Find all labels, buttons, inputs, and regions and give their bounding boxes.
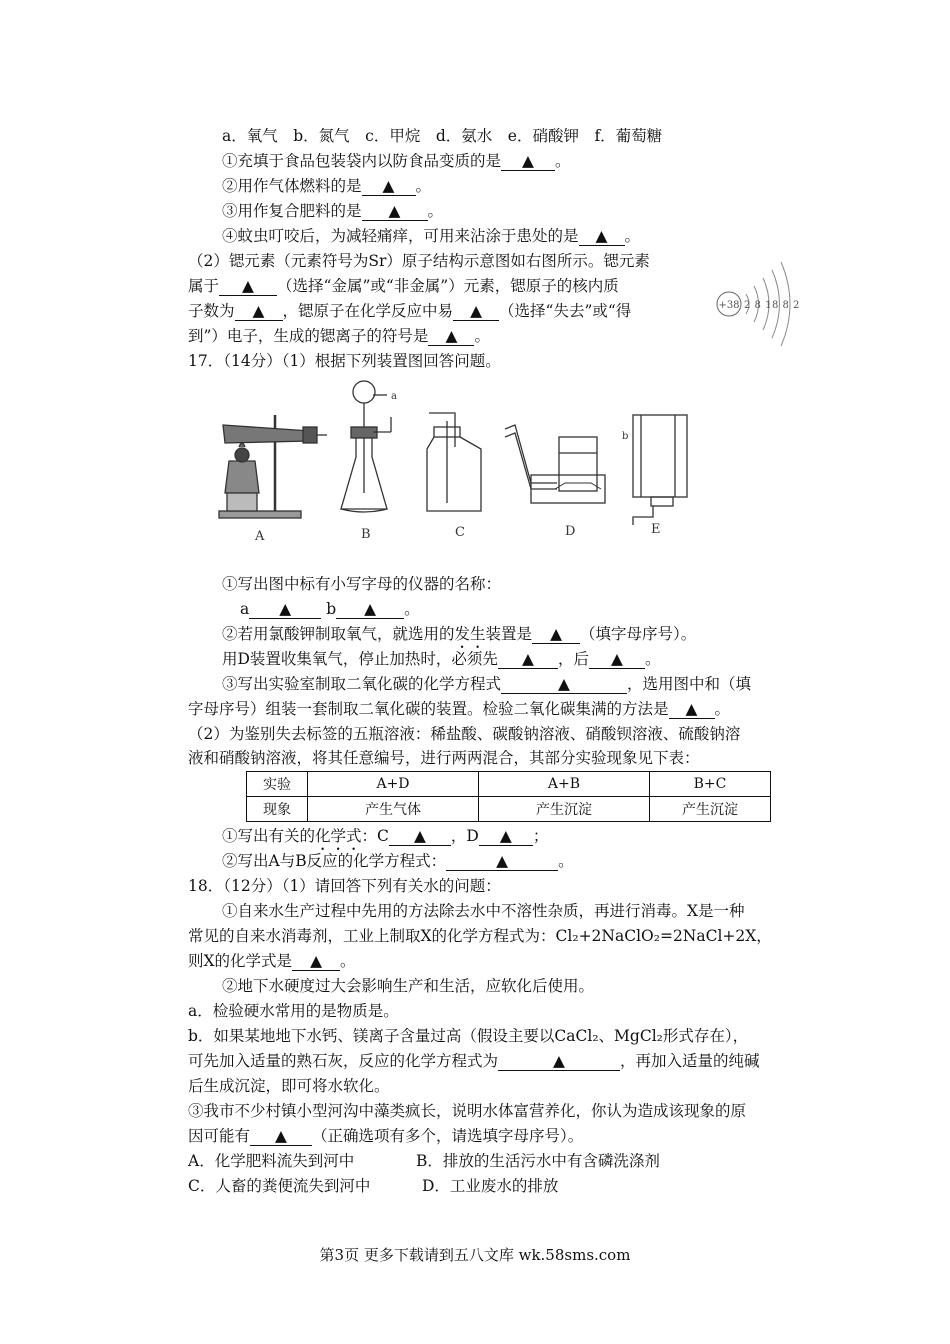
answer-blank[interactable]: ▲: [389, 827, 451, 846]
table-row: [247, 772, 771, 797]
q16-part2-line1: （2）锶元素（元素符号为Sr）原子结构示意图如右图所示。锶元素: [188, 252, 650, 270]
q18-statement-1-line3: 则X的化学式是 ▲ 。: [188, 952, 356, 970]
q17-statement-3-line2: 字母序号）组装一套制取二氧化碳的装置。检验二氧化碳集满的方法是 ▲ 。: [188, 700, 731, 718]
q17-header: 17．（14分）（1）根据下列装置图回答问题。: [188, 352, 501, 370]
instrument-label-b: b: [622, 431, 629, 442]
q16-part2-line3: 子数为 ▲ ，锶原子在化学反应中易 ▲ （选择“失去”或“得: [188, 302, 632, 320]
apparatus-c: [427, 413, 481, 511]
q17-statement-1-blanks: a ▲ b ▲ 。: [240, 600, 420, 618]
q18-statement-2b-line1: b．如果某地地下水钙、镁离子含量过高（假设主要以CaCl₂、MgCl₂形式存在），: [188, 1027, 749, 1045]
instrument-label-a: a: [391, 391, 397, 402]
answer-blank[interactable]: ▲: [428, 327, 474, 346]
answer-blank[interactable]: ▲: [501, 152, 555, 171]
label-b: B: [361, 527, 371, 542]
answer-blank[interactable]: ▲: [249, 600, 321, 619]
q18-statement-2b-line2: 可先加入适量的熟石灰，反应的化学方程式为 ▲ ，再加入适量的纯碱: [188, 1052, 760, 1070]
apparatus-figure: [215, 375, 705, 555]
answer-blank[interactable]: ▲: [362, 177, 416, 196]
experiment-table: [246, 771, 771, 822]
table-cell: B+C: [650, 772, 771, 797]
table-cell: 产生沉淀: [650, 797, 771, 822]
q18-option-b: B．排放的生活污水中有含磷洗涤剂: [416, 1152, 660, 1170]
table-cell: 实验: [247, 772, 308, 797]
answer-blank[interactable]: ▲: [498, 1052, 620, 1071]
label-c: C: [455, 525, 465, 540]
q18-option-c: C．人畜的粪便流失到河中: [188, 1177, 371, 1195]
answer-blank[interactable]: ▲: [501, 675, 627, 694]
q17-part2-line2: 液和硝酸钠溶液，将其任意编号，进行两两混合，其部分实验现象见下表：: [188, 749, 700, 767]
answer-blank[interactable]: ▲: [579, 227, 625, 246]
q17-table-question-1: ①写出有关的化学式：C ▲ ，D ▲ ；: [222, 827, 549, 845]
apparatus-b: [341, 381, 391, 512]
q18-statement-3-line2: 因可能有 ▲ （正确选项有多个，请选填字母序号）。: [188, 1127, 584, 1145]
answer-blank[interactable]: ▲: [669, 700, 715, 719]
table-cell: A+D: [308, 772, 479, 797]
q16-part2-line2: 属于 ▲ （选择“金属”或“非金属”）元素，锶原子的核内质: [188, 277, 619, 295]
label-d: D: [565, 524, 576, 539]
answer-blank[interactable]: ▲: [292, 952, 340, 971]
q16-statement-4: ④蚊虫叮咬后，为减轻痛痒，可用来沾涂于患处的是 ▲ 。: [222, 227, 641, 245]
q17-statement-2-line2: 用D装置收集氧气，停止加热时，必须先 ▲ ，后 ▲ 。: [222, 650, 661, 668]
q17-statement-2: ②若用氯酸钾制取氧气，就选用的发生装置是 ▲ （填字母序号）。: [222, 625, 697, 643]
answer-blank[interactable]: ▲: [589, 650, 645, 669]
answer-blank[interactable]: ▲: [250, 1127, 312, 1146]
q18-option-d: D．工业废水的排放: [422, 1177, 559, 1195]
answer-blank[interactable]: ▲: [498, 650, 558, 669]
table-cell: 产生气体: [308, 797, 479, 822]
label-e: E: [651, 522, 661, 537]
answer-blank[interactable]: ▲: [532, 625, 580, 644]
q16-statement-1: ①充填于食品包装袋内以防食品变质的是 ▲ 。: [222, 152, 571, 170]
answer-blank[interactable]: ▲: [336, 600, 404, 619]
q16-statement-2: ②用作气体燃料的是 ▲ 。: [222, 177, 432, 195]
answer-blank[interactable]: ▲: [479, 827, 533, 846]
answer-blank[interactable]: ▲: [219, 277, 277, 296]
nucleus-charge: +38: [718, 300, 740, 311]
q16-statement-3: ③用作复合肥料的是 ▲ 。: [222, 202, 444, 220]
q16-options: a．氧气 b．氮气 c．甲烷 d．氨水 e．硝酸钾 f．葡萄糖: [222, 127, 663, 145]
q18-statement-3-line1: ③我市不少村镇小型河沟中藻类疯长，说明水体富营养化，你认为造成该现象的原: [188, 1102, 747, 1120]
q17-statement-3: ③写出实验室制取二氧化碳的化学方程式 ▲ ，选用图中和（填: [222, 675, 752, 693]
q18-statement-1-line2: 常见的自来水消毒剂，工业上制取X的化学方程式为：Cl₂+2NaClO₂=2NaCl+2X，: [188, 927, 772, 945]
apparatus-e: [633, 415, 687, 525]
answer-blank[interactable]: ▲: [446, 852, 558, 871]
q17-table-question-2: ②写出A与B反应的化学方程式： ▲ 。: [222, 852, 574, 870]
q16-part2-line4: 到”）电子，生成的锶离子的符号是 ▲ 。: [188, 327, 490, 345]
q18-statement-2a: a．检验硬水常用的是物质是。: [188, 1002, 399, 1020]
answer-blank[interactable]: ▲: [235, 302, 283, 321]
label-a: A: [255, 529, 265, 544]
apparatus-d: [505, 425, 605, 503]
q18-header: 18．（12分）（1）请回答下列有关水的问题：: [188, 877, 501, 895]
answer-blank[interactable]: ▲: [362, 202, 428, 221]
answer-blank[interactable]: ▲: [453, 302, 499, 321]
electron-shell-counts: 2 8 18 8 2: [744, 300, 800, 311]
apparatus-a: [219, 415, 327, 518]
q18-statement-2: ②地下水硬度过大会影响生产和生活，应软化后使用。: [222, 977, 595, 995]
q18-statement-1-line1: ①自来水生产过程中先用的方法除去水中不溶性杂质，再进行消毒。X是一种: [222, 902, 745, 920]
strontium-atom-diagram: [712, 258, 812, 350]
q18-statement-2b-line3: 后生成沉淀，即可将水软化。: [188, 1077, 390, 1095]
q17-statement-1: ①写出图中标有小写字母的仪器的名称：: [222, 575, 502, 593]
q18-option-a: A．化学肥料流失到河中: [188, 1152, 355, 1170]
table-row: [247, 797, 771, 822]
table-cell: 产生沉淀: [479, 797, 650, 822]
table-cell: 现象: [247, 797, 308, 822]
page-footer: 第3页 更多下载请到五八文库 wk.58sms.com: [319, 1246, 631, 1264]
table-cell: A+B: [479, 772, 650, 797]
q17-part2-line1: （2）为鉴别失去标签的五瓶溶液：稀盐酸、碳酸钠溶液、硝酸钡溶液、硫酸钠溶: [188, 725, 741, 743]
